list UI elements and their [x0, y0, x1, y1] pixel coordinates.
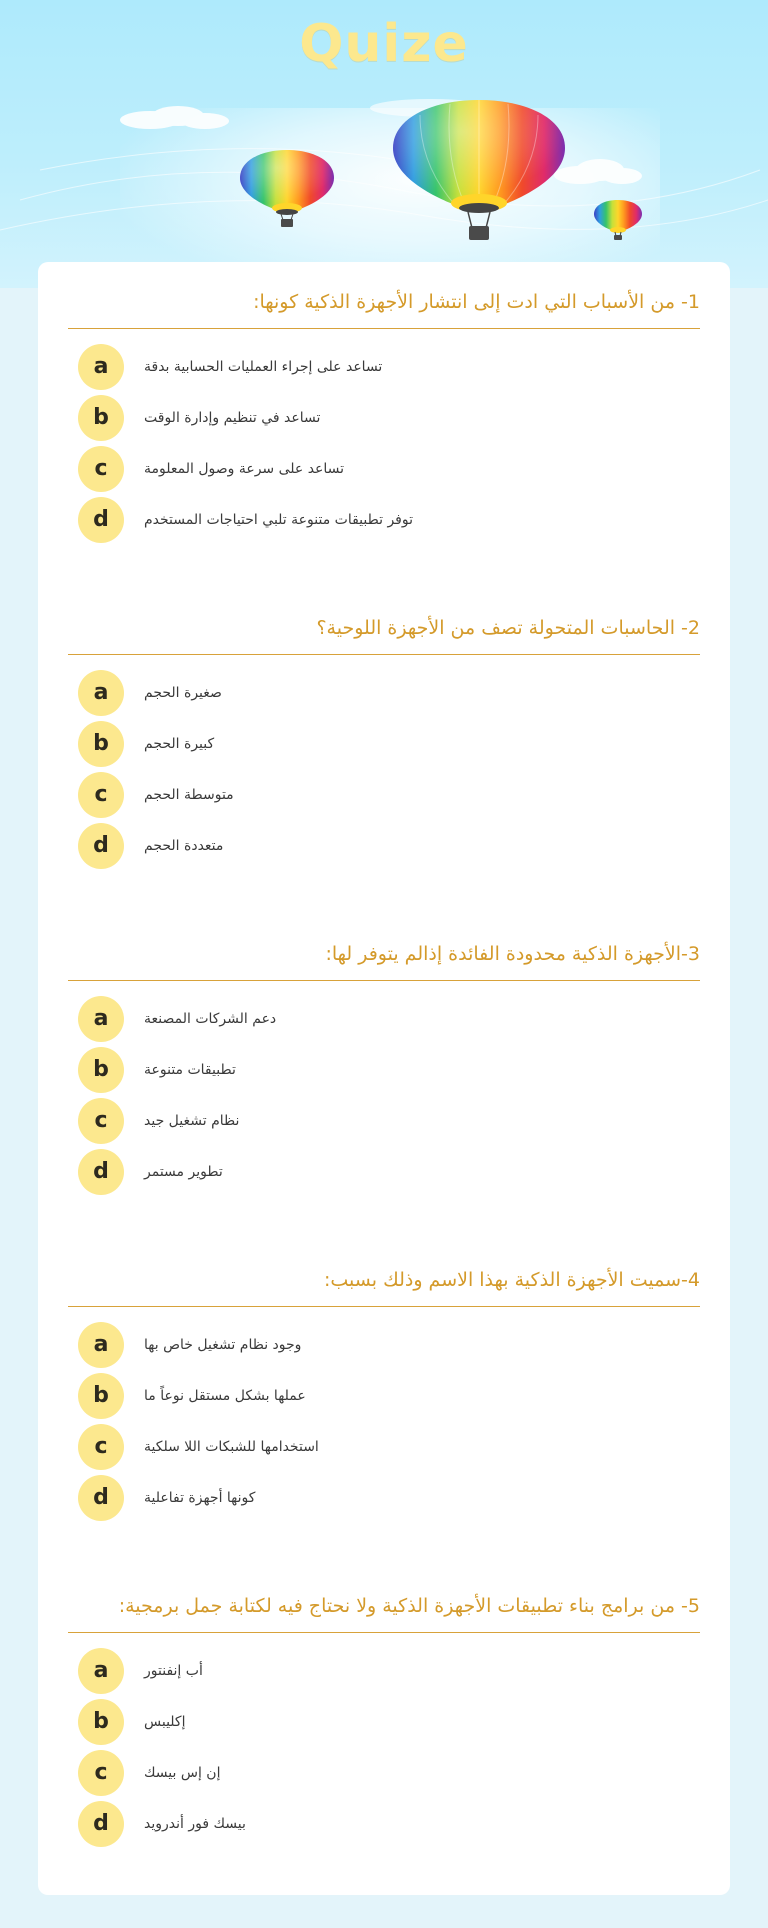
option-letter-badge: d	[78, 1801, 124, 1847]
option-letter-badge: a	[78, 1648, 124, 1694]
option-a[interactable]	[78, 1648, 678, 1696]
question-divider	[68, 1632, 700, 1633]
question-divider	[68, 654, 700, 655]
question-title: 2- الحاسبات المتحولة تصف من الأجهزة اللوحية؟	[316, 617, 700, 639]
option-letter-badge: c	[78, 1424, 124, 1470]
question-title: 5- من برامج بناء تطبيقات الأجهزة الذكية ولا نحتاج فيه لكتابة جمل برمجية:	[118, 1595, 700, 1617]
option-letter-badge: a	[78, 670, 124, 716]
option-text: كونها أجهزة تفاعلية	[144, 1490, 256, 1506]
option-text: صغيرة الحجم	[144, 685, 222, 701]
option-letter-badge: b	[78, 1699, 124, 1745]
page-title: Quize	[299, 14, 469, 74]
option-b[interactable]	[78, 395, 678, 443]
option-text: دعم الشركات المصنعة	[144, 1011, 277, 1027]
option-text: تساعد على سرعة وصول المعلومة	[144, 461, 345, 477]
option-text: تطبيقات متنوعة	[144, 1062, 236, 1078]
option-text: استخدامها للشبكات اللا سلكية	[144, 1439, 319, 1455]
option-d[interactable]	[78, 1475, 678, 1523]
option-text: توفر تطبيقات متنوعة تلبي احتياجات المستخدم	[144, 512, 413, 528]
option-letter-badge: d	[78, 823, 124, 869]
option-text: بيسك فور أندرويد	[144, 1816, 246, 1832]
option-a[interactable]	[78, 344, 678, 392]
option-letter-badge: c	[78, 1750, 124, 1796]
option-text: وجود نظام تشغيل خاص بها	[144, 1337, 302, 1353]
option-text: أب إنفنتور	[144, 1663, 203, 1679]
question-title: 3-الأجهزة الذكية محدودة الفائدة إذالم يتوفر لها:	[325, 943, 700, 965]
option-letter-badge: a	[78, 996, 124, 1042]
option-letter-badge: b	[78, 1047, 124, 1093]
option-text: متعددة الحجم	[144, 838, 224, 854]
option-a[interactable]	[78, 1322, 678, 1370]
option-text: متوسطة الحجم	[144, 787, 234, 803]
option-d[interactable]	[78, 1149, 678, 1197]
medium-balloon-icon	[240, 150, 334, 227]
option-text: نظام تشغيل جيد	[144, 1113, 240, 1129]
option-c[interactable]	[78, 446, 678, 494]
option-b[interactable]	[78, 721, 678, 769]
option-letter-badge: b	[78, 1373, 124, 1419]
option-letter-badge: c	[78, 772, 124, 818]
option-c[interactable]	[78, 1424, 678, 1472]
option-d[interactable]	[78, 823, 678, 871]
big-balloon-icon	[393, 100, 565, 240]
option-c[interactable]	[78, 1750, 678, 1798]
quiz-card	[38, 262, 730, 1895]
option-letter-badge: d	[78, 497, 124, 543]
option-letter-badge: b	[78, 395, 124, 441]
option-letter-badge: b	[78, 721, 124, 767]
option-letter-badge: c	[78, 446, 124, 492]
option-a[interactable]	[78, 670, 678, 718]
option-text: عملها بشكل مستقل نوعاً ما	[144, 1388, 306, 1404]
option-a[interactable]	[78, 996, 678, 1044]
option-letter-badge: a	[78, 344, 124, 390]
option-text: إكليبس	[144, 1714, 186, 1730]
option-d[interactable]	[78, 497, 678, 545]
small-balloon-icon	[594, 200, 642, 240]
option-letter-badge: d	[78, 1149, 124, 1195]
header-banner	[0, 0, 768, 288]
option-text: كبيرة الحجم	[144, 736, 215, 752]
option-c[interactable]	[78, 1098, 678, 1146]
question-divider	[68, 328, 700, 329]
option-letter-badge: d	[78, 1475, 124, 1521]
option-b[interactable]	[78, 1373, 678, 1421]
option-text: تطوير مستمر	[144, 1164, 223, 1180]
question-divider	[68, 1306, 700, 1307]
question-divider	[68, 980, 700, 981]
option-c[interactable]	[78, 772, 678, 820]
option-letter-badge: c	[78, 1098, 124, 1144]
option-text: تساعد على إجراء العمليات الحسابية بدقة	[144, 359, 383, 375]
option-b[interactable]	[78, 1047, 678, 1095]
option-b[interactable]	[78, 1699, 678, 1747]
question-title: 4-سميت الأجهزة الذكية بهذا الاسم وذلك بسبب:	[324, 1269, 700, 1291]
option-letter-badge: a	[78, 1322, 124, 1368]
option-text: تساعد في تنظيم وإدارة الوقت	[144, 410, 321, 426]
option-text: إن إس بيسك	[144, 1765, 221, 1781]
option-d[interactable]	[78, 1801, 678, 1849]
question-title: 1- من الأسباب التي ادت إلى انتشار الأجهزة الذكية كونها:	[253, 291, 700, 313]
